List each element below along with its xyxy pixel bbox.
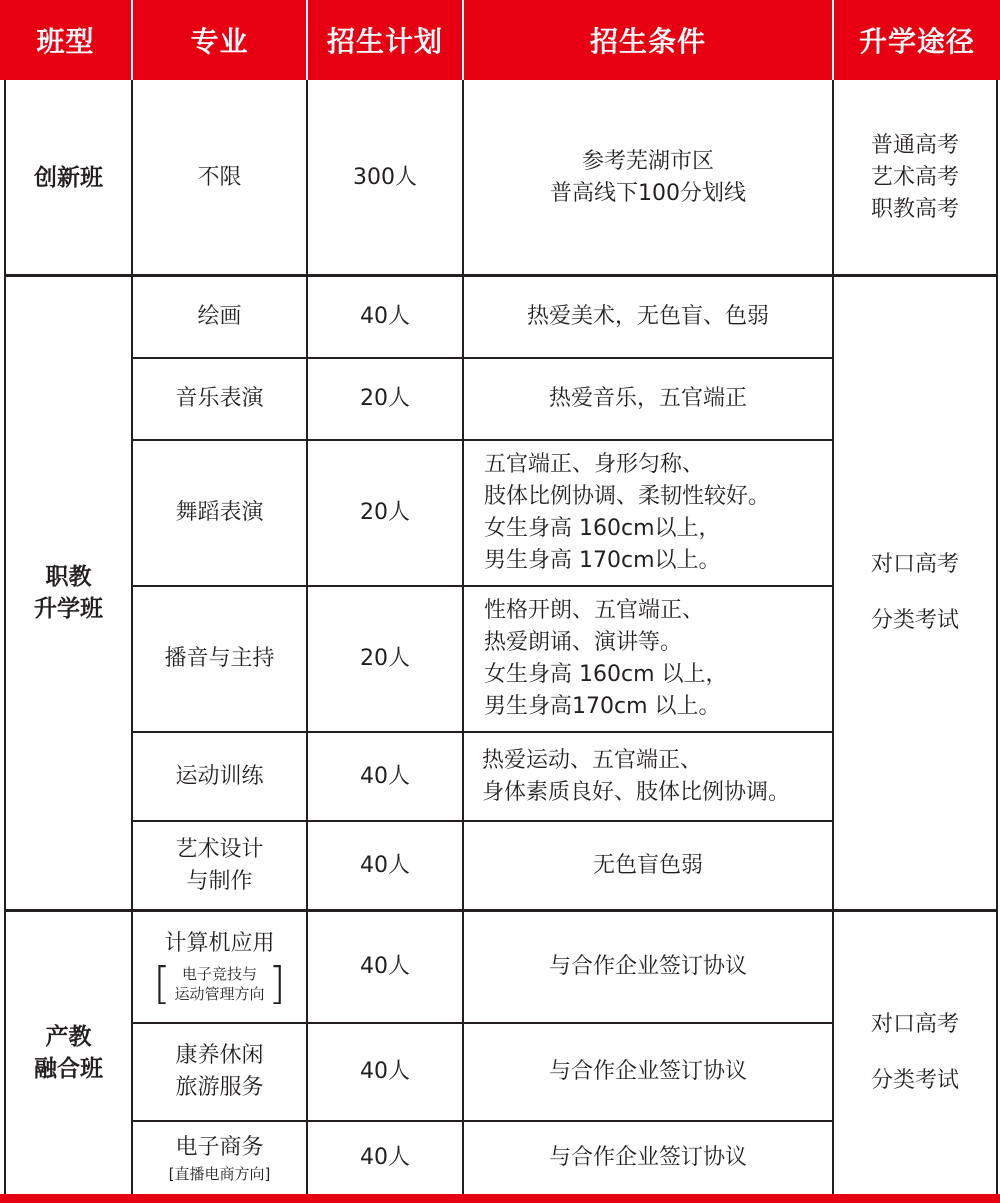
major-cell: 舞蹈表演 [175, 500, 264, 525]
plan-cell: 40人 [360, 1059, 410, 1084]
class-type-line: 产教 [45, 1024, 92, 1050]
major-cell [133, 1122, 306, 1194]
major-cell: 不限 [197, 165, 242, 190]
major-line: 旅游服务 [175, 1075, 264, 1100]
conditions-cell: 与合作企业签订协议 [548, 1059, 747, 1084]
header-major: 专业 [133, 0, 306, 80]
left-bracket-icon: [ [153, 958, 171, 1009]
path-cell [834, 912, 996, 1194]
conditions-cell [464, 733, 832, 820]
class-type-industry-education [6, 912, 131, 1194]
path-cell [834, 277, 996, 909]
header-conditions: 招生条件 [464, 0, 832, 80]
header-enrollment-plan: 招生计划 [308, 0, 462, 80]
class-type-innovation: 创新班 [34, 165, 103, 191]
major-cell [133, 822, 306, 909]
plan-cell: 40人 [360, 852, 410, 878]
plan-cell: 20人 [360, 386, 410, 411]
path-line: 对口高考 [870, 1012, 959, 1037]
right-bracket-icon: ] [268, 958, 286, 1009]
conditions-line: 普高线下100分划线 [550, 181, 746, 206]
major-cell [133, 912, 306, 1022]
major-cell: 播音与主持 [164, 646, 275, 671]
conditions-cell [464, 441, 832, 585]
path-line: 分类考试 [870, 1068, 959, 1093]
major-cell: 运动训练 [175, 763, 264, 789]
conditions-line: 男生身高 170cm以上。 [484, 548, 721, 573]
plan-cell: 40人 [360, 763, 410, 789]
class-type-line: 职教 [45, 564, 92, 590]
class-type-line: 升学班 [34, 596, 103, 622]
conditions-line: 性格开朗、五官端正、 [484, 598, 705, 623]
conditions-cell: 热爱音乐，五官端正 [548, 386, 747, 411]
plan-cell: 40人 [360, 954, 410, 979]
path-cell [834, 82, 996, 274]
grid-line [996, 80, 998, 1194]
conditions-line: 热爱朗诵、演讲等。 [484, 630, 683, 655]
plan-cell: 20人 [360, 500, 410, 525]
conditions-cell: 与合作企业签订协议 [548, 954, 747, 979]
conditions-line: 热爱运动、五官端正、 [482, 747, 703, 773]
major-line: 电子商务 [175, 1135, 264, 1160]
conditions-cell [464, 587, 832, 731]
class-type-vocational [6, 277, 131, 909]
major-cell: 绘画 [197, 304, 242, 329]
major-note: [直播电商方向] [168, 1165, 271, 1183]
major-line: 与制作 [186, 868, 253, 894]
major-line: 康养休闲 [175, 1043, 264, 1068]
major-note-bracket [153, 958, 286, 1009]
major-cell: 音乐表演 [175, 386, 264, 411]
conditions-cell: 热爱美术，无色盲、色弱 [526, 304, 769, 329]
path-line: 对口高考 [870, 552, 959, 577]
conditions-line: 男生身高170cm 以上。 [484, 694, 721, 719]
conditions-line: 女生身高 160cm 以上， [484, 662, 728, 687]
plan-cell: 20人 [360, 646, 410, 671]
conditions-line: 身体素质良好、肢体比例协调。 [482, 779, 791, 805]
plan-cell: 40人 [360, 1145, 410, 1170]
bottom-red-border [0, 1194, 1000, 1203]
conditions-cell: 与合作企业签订协议 [548, 1145, 747, 1170]
major-cell [133, 1024, 306, 1120]
major-line: 艺术设计 [175, 836, 264, 862]
major-note-line: 运动管理方向 [174, 985, 265, 1003]
conditions-line: 肢体比例协调、柔韧性较好。 [484, 484, 771, 509]
conditions-cell: 无色盲色弱 [592, 852, 703, 878]
path-line: 分类考试 [870, 608, 959, 633]
conditions-cell [464, 82, 832, 274]
header-class-type: 班型 [0, 0, 131, 80]
class-type-line: 融合班 [34, 1056, 103, 1082]
conditions-line: 五官端正、身形匀称、 [484, 452, 705, 477]
major-note-line: 电子竞技与 [181, 965, 257, 983]
path-line: 艺术高考 [870, 165, 959, 190]
plan-cell: 40人 [360, 304, 410, 329]
path-line: 职教高考 [870, 197, 959, 222]
major-line: 计算机应用 [164, 931, 275, 956]
conditions-line: 参考芜湖市区 [581, 149, 714, 174]
header-path: 升学途径 [834, 0, 1000, 80]
plan-cell: 300人 [353, 165, 417, 190]
conditions-line: 女生身高 160cm以上， [484, 516, 721, 541]
path-line: 普通高考 [870, 133, 959, 158]
